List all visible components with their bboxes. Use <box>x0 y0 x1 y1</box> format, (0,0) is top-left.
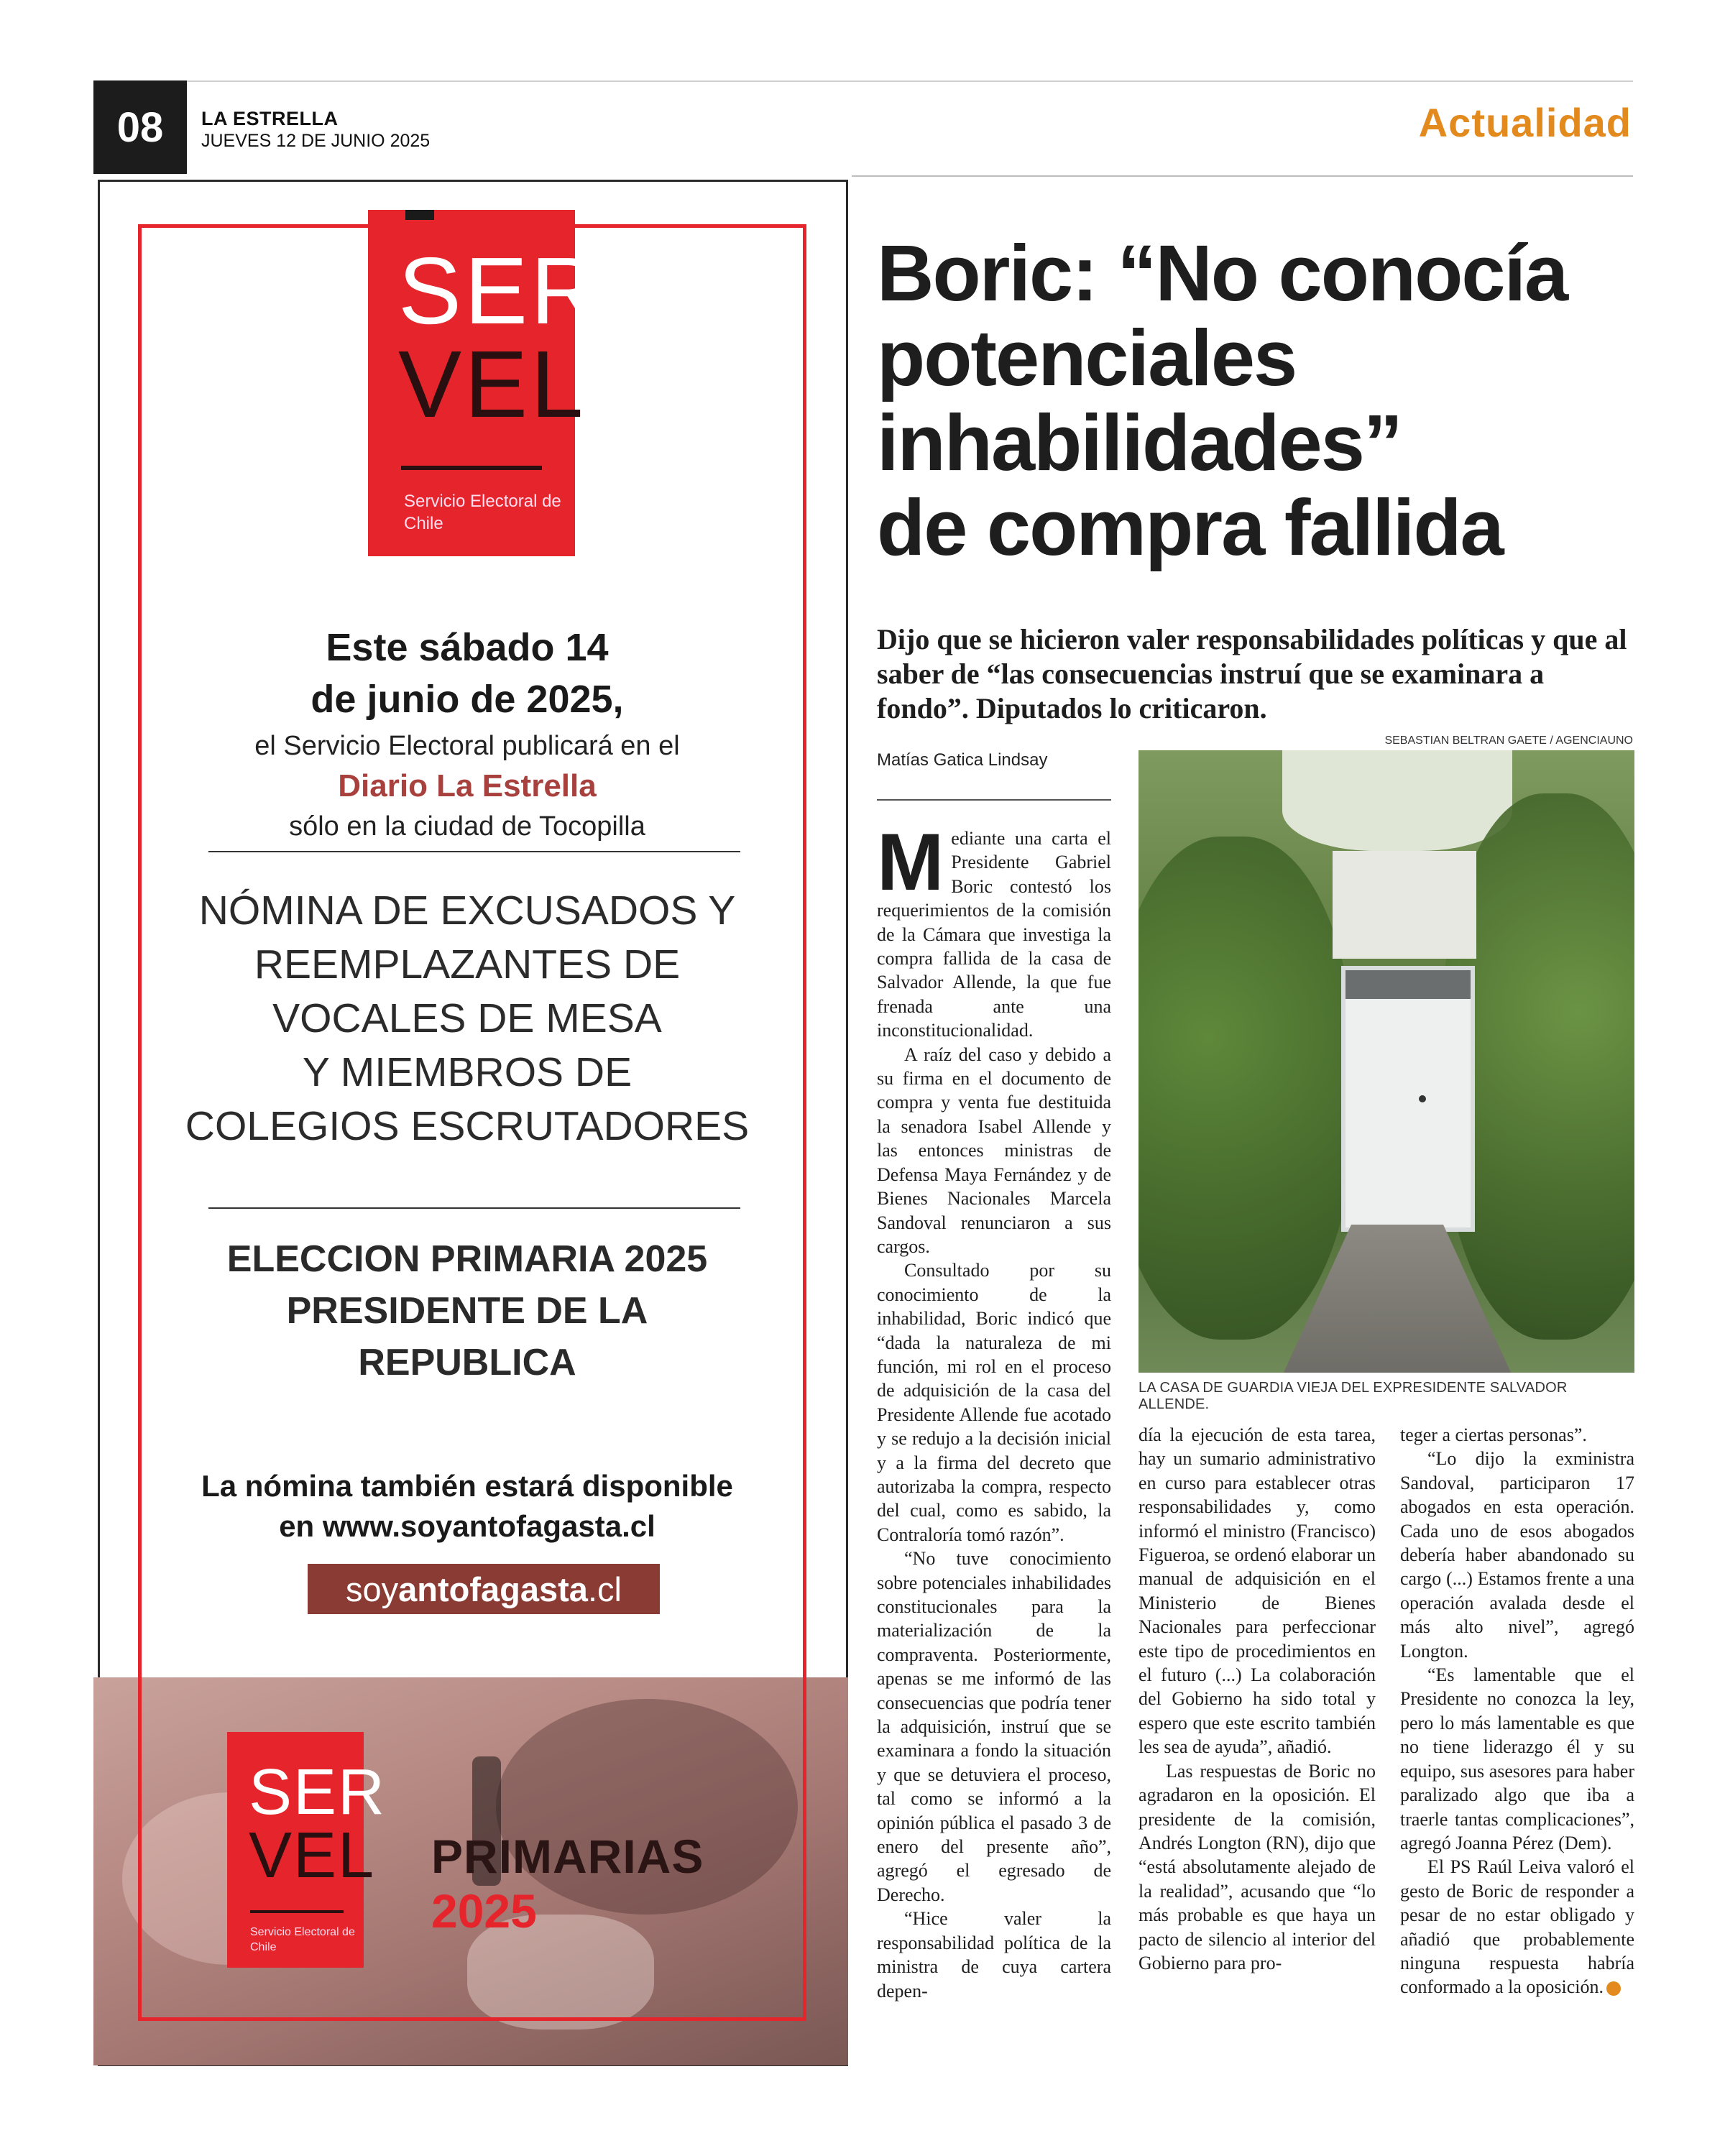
photo-sky <box>1282 750 1512 851</box>
article-paragraph: “Lo dijo la exministra Sandoval, participaron 17 abogados en esta operación. Cada uno de esos abogados debería haber abandonado su cargo (...) Estamos frente a una operación avalada desde el más alto nivel”, agregó Longton. <box>1400 1448 1634 1662</box>
ad-divider <box>208 1207 740 1209</box>
logo-text-top: SER <box>249 1756 387 1828</box>
paragraph-text: ediante una carta el Presidente Gabriel Boric contestó los requerimientos de la comisión de la Cámara que investiga la compra fallida de la casa de Salvador Allende, la que fue frenada ante una inconstitucionalidad. <box>877 828 1111 1041</box>
photo-door <box>1341 966 1475 1232</box>
article-paragraph: Consultado por su conocimiento de la inhabilidad, Boric indicó que “dada la naturaleza de mi función, mi rol en el proceso de adquisición de la casa del Presidente Allende fue acotado y se redujo a la decisión inicial y a la firma del decreto que autorizaba la compra, respecto del cual, como es sabido, la Contraloría tomó razón”. <box>877 1260 1111 1545</box>
servel-logo <box>368 210 602 556</box>
headline-line: de compra fallida <box>877 484 1503 572</box>
headline-line: inhabilidades” <box>877 399 1402 487</box>
ad-nomina-line: COLEGIOS ESCRUTADORES <box>185 1103 750 1149</box>
top-rule <box>93 80 1633 82</box>
drop-cap: M <box>877 817 944 907</box>
byline-rule <box>877 799 1111 801</box>
headline-line: Boric: “No conocía <box>877 229 1568 318</box>
article-paragraph: día la ejecución de esta tarea, hay un sumario administrativo en curso para establecer otras responsabilidades y, como informó el ministro (Francisco) Figueroa, se ordenó elaborar un manual de adquisición en el Ministerio de Bienes Nacionales para perfeccionar este tipo de procedimientos en el futuro (...) La colaboración del Gobierno ha sido total y espero que este escrito también les sea de ayuda”, añadió. <box>1138 1424 1376 1758</box>
article-headline <box>877 231 1639 571</box>
ad-lead-date-year: de junio de 2025, <box>310 678 624 721</box>
headline-line: potenciales <box>877 314 1297 402</box>
photo-credit: SEBASTIAN BELTRAN GAETE / AGENCIAUNO <box>1384 734 1633 747</box>
ad-availability-note <box>144 1466 791 1547</box>
photo-caption: LA CASA DE GUARDIA VIEJA DEL EXPRESIDENTE SALVADOR ALLENDE. <box>1138 1380 1568 1412</box>
badge-suffix: .cl <box>587 1570 622 1608</box>
photo-foliage-left <box>1138 837 1354 1340</box>
header-rule <box>852 175 1633 177</box>
logo-text-top: SER <box>398 238 602 344</box>
ad-lead-newspaper: Diario La Estrella <box>338 768 597 803</box>
end-mark-icon <box>1606 1981 1621 1996</box>
article-paragraph: teger a ciertas personas”. <box>1400 1424 1587 1445</box>
logo-bar <box>401 466 542 470</box>
article-byline: Matías Gatica Lindsay <box>877 750 1048 770</box>
ad-election-line: ELECCION PRIMARIA 2025 <box>226 1238 708 1280</box>
photo-lintel <box>1333 851 1476 959</box>
ad-availability-line: La nómina también estará disponible <box>201 1469 733 1503</box>
primarias-title: PRIMARIAS <box>431 1830 704 1883</box>
article-paragraph <box>1400 1855 1634 1999</box>
logo-org-name: Servicio Electoral de Chile <box>250 1926 355 1953</box>
logo-bar <box>250 1910 344 1913</box>
ad-election-line: PRESIDENTE DE LA <box>286 1290 648 1332</box>
logo-text-bottom: VEL <box>398 331 586 437</box>
logo-tab <box>405 210 434 220</box>
ad-lead-text: el Servicio Electoral publicará en el <box>254 731 680 761</box>
article-column-3 <box>1400 1423 1634 2019</box>
paragraph-text: El PS Raúl Leiva valoró el gesto de Boric de responder a pesar de no estar obligado y añadió que probablemente ninguna respuesta habría conformado a la oposición. <box>1400 1856 1634 1998</box>
ad-nomina-line: VOCALES DE MESA <box>272 995 662 1041</box>
logo-org-name: Servicio Electoral de Chile <box>404 492 561 533</box>
article-dek: Dijo que se hicieron valer responsabilidades políticas y que al saber de “las consecuencias instruí que se examinara a fondo”. Diputados lo criticaron. <box>877 623 1627 724</box>
page-number: 08 <box>93 80 187 174</box>
article-paragraph: Las respuestas de Boric no agradaron en la oposición. El presidente de la comisión, Andrés Longton (RN), dijo que “está absolutamente alejado de la realidad”, acusando que “lo más probable es que haya un pacto de silencio al interior del Gobierno para pro- <box>1138 1760 1376 1973</box>
ad-nomina-line: REEMPLAZANTES DE <box>254 941 681 987</box>
ad-lead-city: sólo en la ciudad de Tocopilla <box>289 811 645 842</box>
ad-availability-url: en www.soyantofagasta.cl <box>279 1509 656 1543</box>
photo-door-knob <box>1419 1095 1426 1102</box>
ad-nomina-line: Y MIEMBROS DE <box>302 1049 632 1095</box>
article-column-1 <box>877 817 1111 2019</box>
article-paragraph: “Es lamentable que el Presidente no conozca la ley, pero lo más lamentable es que no tiene liderazgo él y su equipo, sus asesores para haber paralizado algo que iba a traerle tantas complicaciones”, agregó Joanna Pérez (Dem). <box>1400 1664 1634 1853</box>
article-column-2 <box>1138 1423 1376 2019</box>
section-title: Actualidad <box>1418 100 1632 145</box>
primarias-year: 2025 <box>431 1884 537 1938</box>
ad-divider <box>208 851 740 852</box>
article-paragraph: “No tuve conocimiento sobre potenciales inhabilidades constitucionales para la materialización de la compraventa. Posteriormente, apenas se me informó de las consecuencias que podría tener la adquisición, instruí que se examinara a fondo la situación y que se detuviera el proceso, tal como se informó a la opinión pública el pasado 3 de enero del presente año”, agregó el egresado de Derecho. <box>877 1548 1111 1905</box>
ad-nomina-line: NÓMINA DE EXCUSADOS Y <box>198 888 736 934</box>
article-photo <box>1138 750 1634 1373</box>
ad-lead-date: Este sábado 14 <box>326 626 609 669</box>
article-paragraph <box>877 817 1111 1043</box>
article-paragraph: “Hice valer la responsabilidad política de la ministra de cuya cartera depen- <box>877 1908 1111 2001</box>
badge-prefix: soy <box>346 1570 399 1608</box>
ad-election-title <box>144 1233 791 1388</box>
logo-text-bottom: VEL <box>249 1820 376 1892</box>
article-paragraph: A raíz del caso y debido a su firma en el documento de compra y venta fue destituida la senadora Isabel Allende y las entonces ministras de Defensa Maya Fernández y de Bienes Nacionales Marcela Sandoval renunciaron a sus cargos. <box>877 1044 1111 1257</box>
badge-bold: antofagasta <box>398 1570 588 1608</box>
issue-date: JUEVES 12 DE JUNIO 2025 <box>201 131 431 151</box>
newspaper-name: LA ESTRELLA <box>201 108 339 129</box>
ad-election-line: REPUBLICA <box>358 1342 576 1383</box>
soyantofagasta-badge <box>308 1564 660 1614</box>
ad-nomina-title <box>144 884 791 1153</box>
servel-logo-small <box>227 1732 387 1968</box>
photo-door-window <box>1346 970 1471 999</box>
